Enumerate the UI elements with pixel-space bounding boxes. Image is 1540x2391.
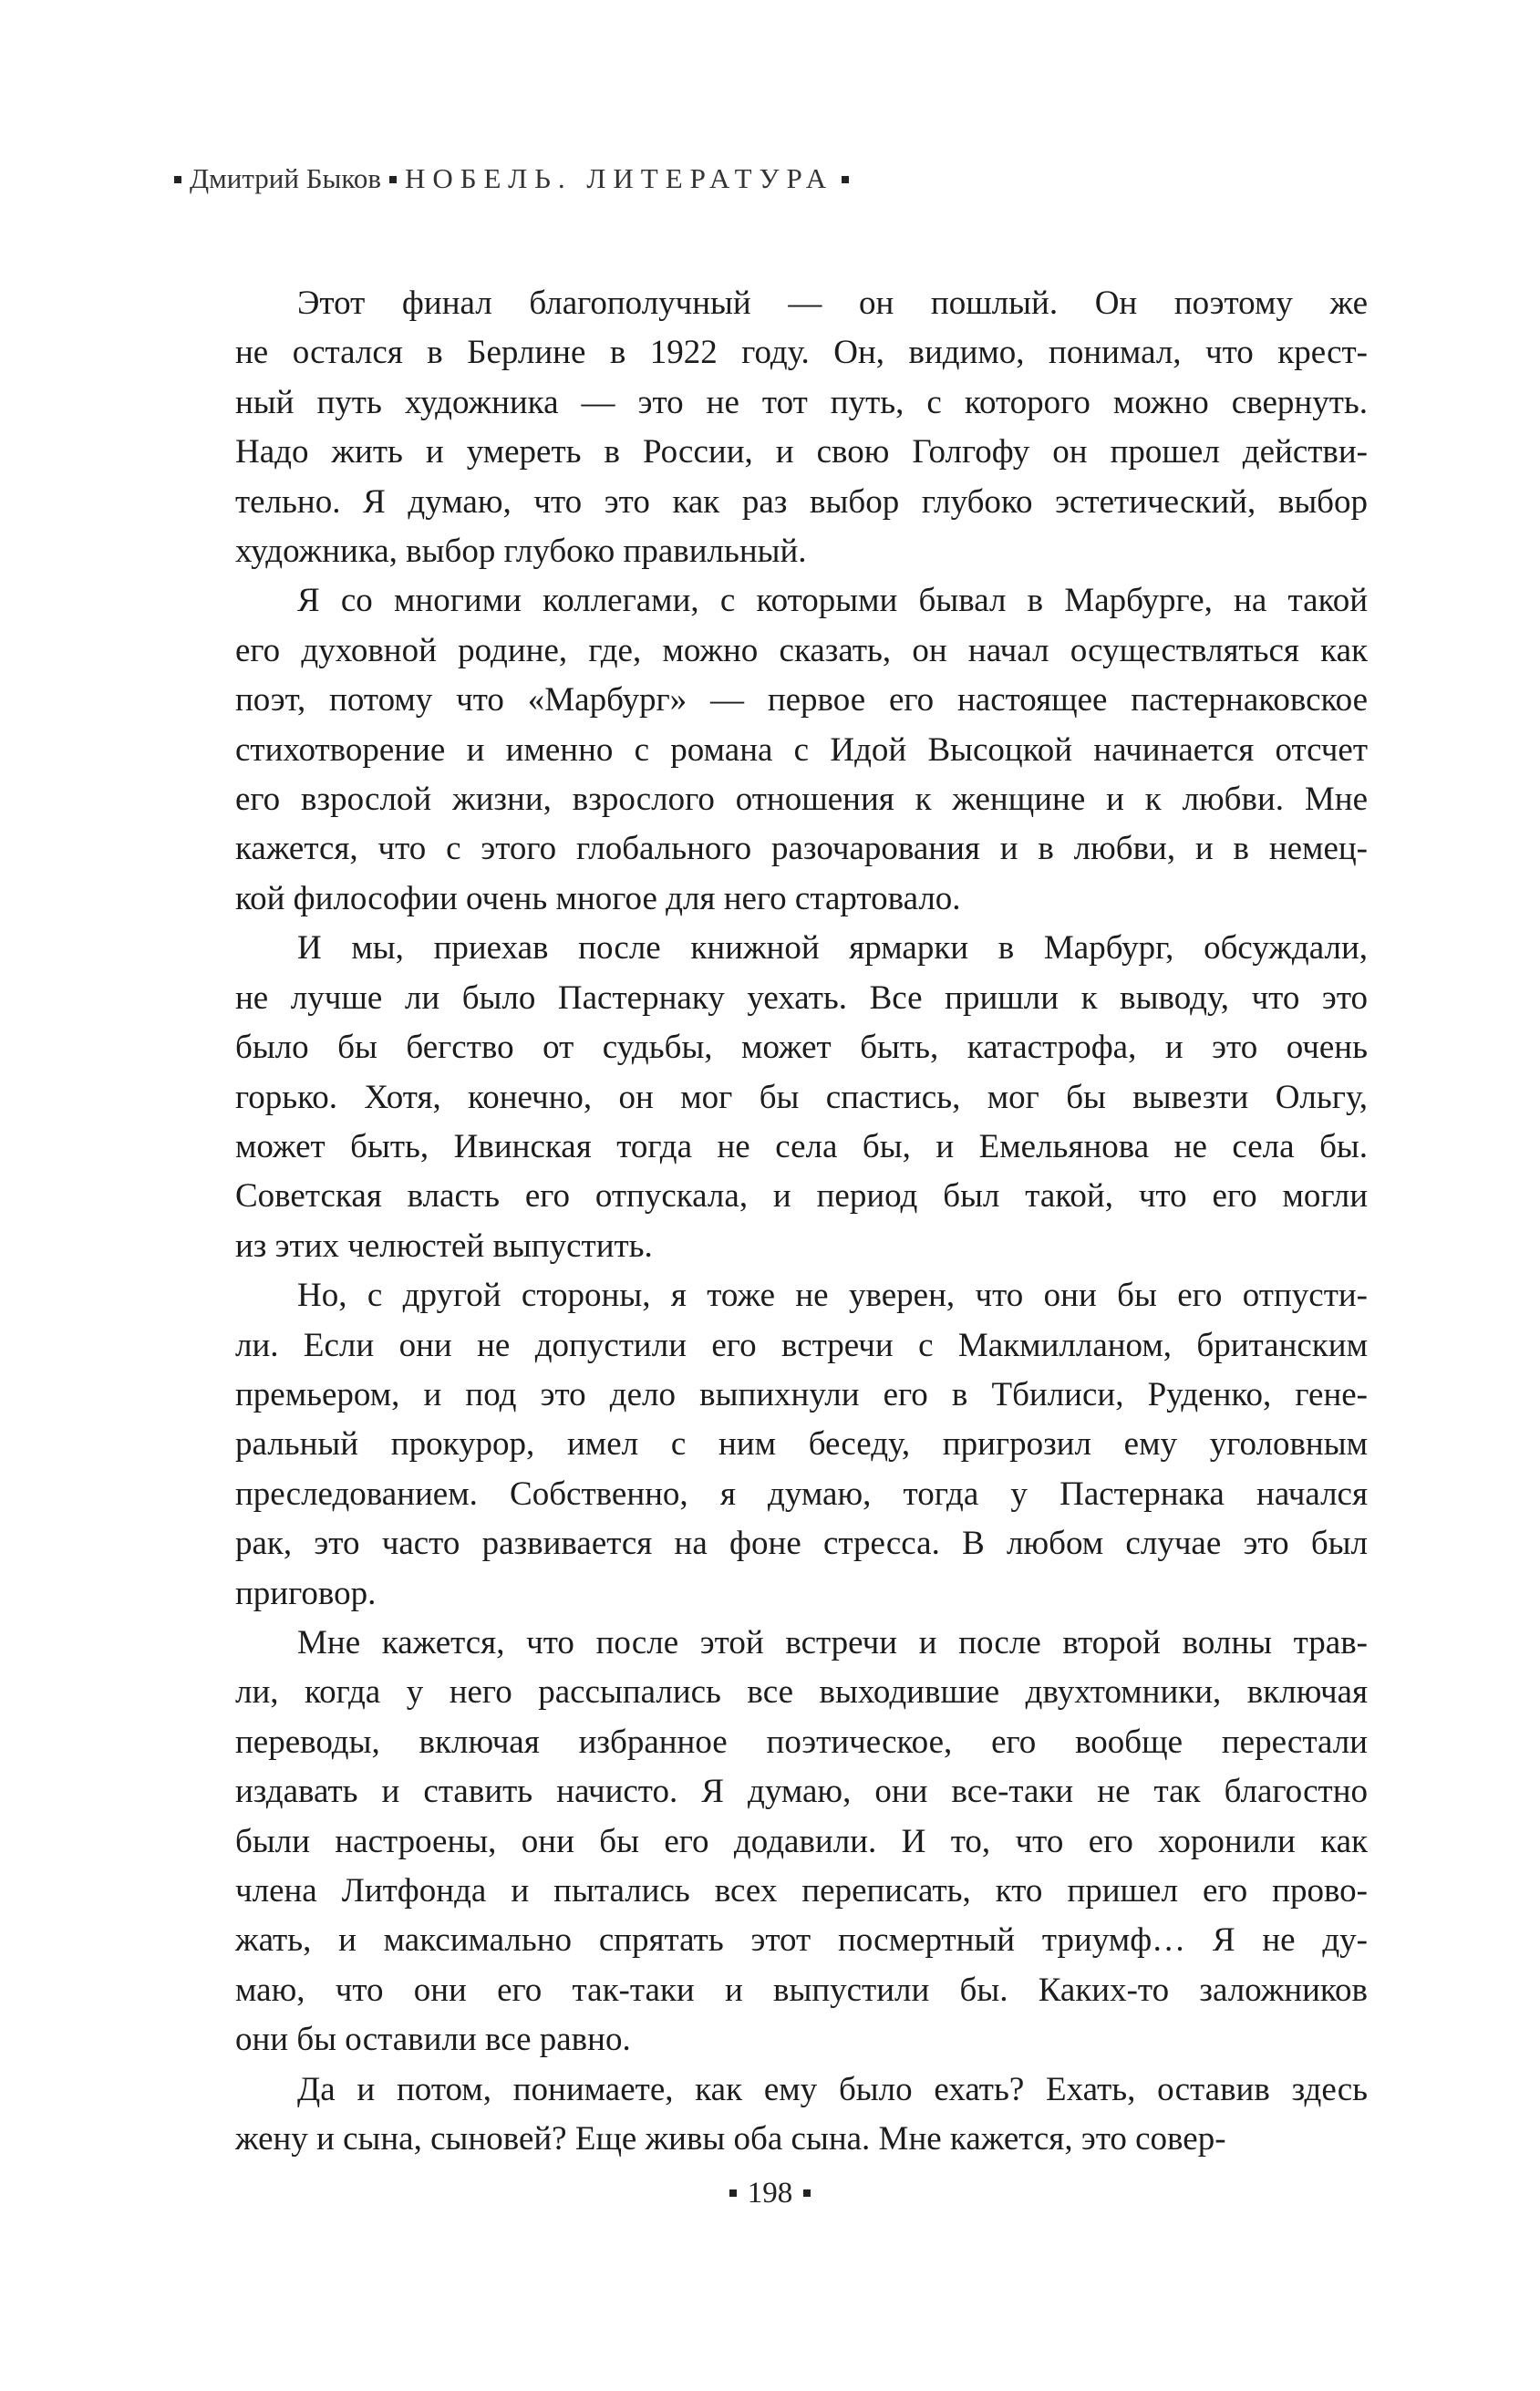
page-number — [0, 2175, 1540, 2211]
text-line: стихотворение и именно с романа с Идой Высоцкой начинается отсчет — [235, 730, 1368, 769]
body-text — [235, 279, 1368, 2164]
square-bullet-icon — [803, 2189, 811, 2197]
text-line: Надо жить и умереть в России, и свою Голгофу он прошел действи- — [235, 433, 1368, 471]
text-line: маю, что они его так-таки и выпустили бы. Каких-то заложников — [235, 1971, 1368, 2009]
text-line: горько. Хотя, конечно, он мог бы спастись, мог бы вывезти Ольгу, — [235, 1078, 1368, 1116]
paragraph — [235, 576, 1368, 924]
square-bullet-icon — [389, 176, 397, 183]
text-line: Да и потом, понимаете, как ему было ехать? Ехать, оставив здесь — [297, 2070, 1368, 2108]
paragraph — [235, 924, 1368, 1271]
text-line: были настроены, они бы его додавили. И то, что его хоронили как — [235, 1822, 1368, 1860]
text-line: рак, это часто развивается на фоне стресса. В любом случае это был — [235, 1525, 1368, 1563]
text-line: приговор. — [235, 1574, 377, 1612]
text-line: художника, выбор глубоко правильный. — [235, 533, 807, 571]
text-line: поэт, потому что «Марбург» — первое его настоящее пастернаковское — [235, 681, 1368, 719]
paragraph — [235, 2065, 1368, 2165]
running-head — [174, 160, 857, 197]
text-line: издавать и ставить начисто. Я думаю, они все-таки не так благостно — [235, 1773, 1368, 1811]
text-line: Этот финал благополучный — он пошлый. Он поэтому же — [297, 285, 1368, 322]
text-line: жать, и максимально спрятать этот посмертный триумф… Я не ду- — [235, 1921, 1368, 1960]
text-line: ный путь художника — это не тот путь, с которого можно свернуть. — [235, 383, 1368, 421]
paragraph — [235, 1619, 1368, 2065]
text-line: его духовной родине, где, можно сказать, он начал осуществляться как — [235, 631, 1368, 669]
text-line: Советская власть его отпускала, и период был такой, что его могли — [235, 1177, 1368, 1216]
text-line: не лучше ли было Пастернаку уехать. Все пришли к выводу, что это — [235, 978, 1368, 1017]
text-line: ли, когда у него рассыпались все выходившие двухтомники, включая — [235, 1673, 1368, 1712]
running-head-book-title: НОБЕЛЬ. ЛИТЕРАТУРА — [404, 162, 834, 194]
text-line: премьером, и под это дело выпихнули его в Тбилиси, Руденко, гене- — [235, 1375, 1368, 1413]
text-line: кажется, что с этого глобального разочарования и в любви, и в немец- — [235, 830, 1368, 868]
text-line: жену и сына, сыновей? Еще живы оба сына. Мне кажется, это совер- — [235, 2120, 1226, 2158]
text-line: не остался в Берлине в 1922 году. Он, видимо, понимал, что крест- — [235, 334, 1368, 372]
text-line: ральный прокурор, имел с ним беседу, пригрозил ему уголовным — [235, 1425, 1368, 1464]
text-line: И мы, приехав после книжной ярмарки в Марбург, обсуждали, — [297, 929, 1368, 968]
text-line: Но, с другой стороны, я тоже не уверен, что они бы его отпусти- — [297, 1277, 1368, 1315]
text-line: Мне кажется, что после этой встречи и после второй волны трав- — [297, 1623, 1368, 1661]
text-line: они бы оставили все равно. — [235, 2021, 631, 2059]
text-line: тельно. Я думаю, что это как раз выбор глубоко эстетический, выбор — [235, 482, 1368, 521]
text-line: переводы, включая избранное поэтическое, его вообще перестали — [235, 1723, 1368, 1761]
text-line: Я со многими коллегами, с которыми бывал в Марбурге, на такой — [297, 582, 1368, 620]
text-line: может быть, Ивинская тогда не села бы, и Емельянова не села бы. — [235, 1127, 1368, 1165]
paragraph — [235, 1271, 1368, 1619]
page-number-value: 198 — [747, 2177, 793, 2210]
text-line: кой философии очень многое для него стартовало. — [235, 879, 961, 917]
text-line: ли. Если они не допустили его встречи с Макмилланом, британским — [235, 1326, 1368, 1364]
text-line: из этих челюстей выпустить. — [235, 1227, 653, 1265]
text-line: преследованием. Собственно, я думаю, тогда у Пастернака начался — [235, 1475, 1368, 1513]
square-bullet-icon — [174, 176, 181, 183]
paragraph — [235, 279, 1368, 576]
square-bullet-icon — [729, 2189, 737, 2197]
text-line: члена Литфонда и пытались всех переписать, кто пришел его прово- — [235, 1872, 1368, 1910]
text-line: его взрослой жизни, взрослого отношения к женщине и к любви. Мне — [235, 781, 1368, 819]
square-bullet-icon — [842, 176, 849, 183]
text-line: было бы бегство от судьбы, может быть, катастрофа, и это очень — [235, 1029, 1368, 1067]
running-head-author: Дмитрий Быков — [190, 162, 381, 194]
